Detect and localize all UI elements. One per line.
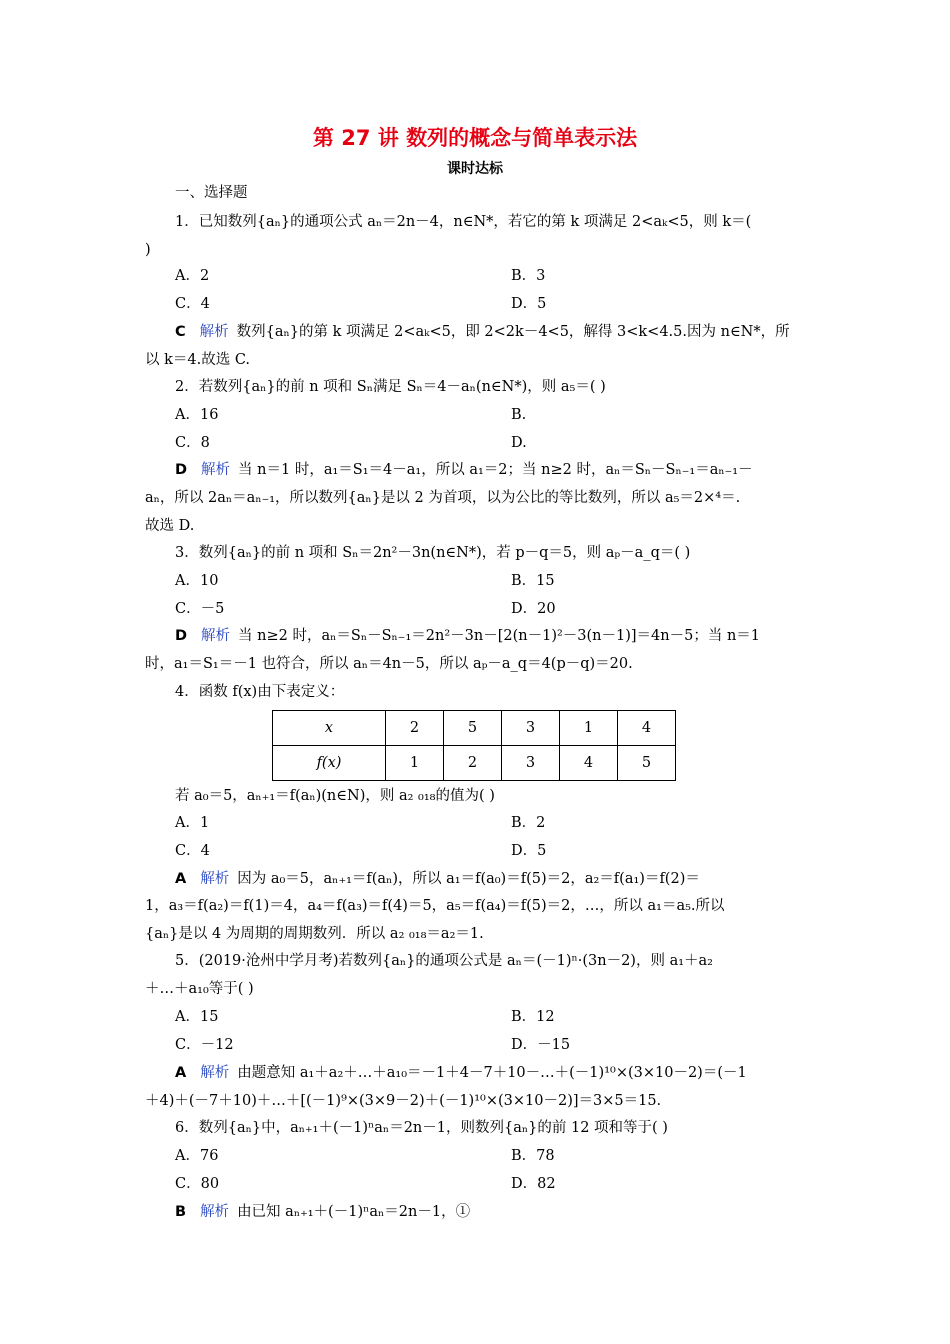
table-cell: 1 [386,746,444,781]
table-cell: 5 [618,746,676,781]
q6-answer: B [175,1204,187,1220]
q1-solution [175,322,810,342]
q2-option-b: B. [511,407,527,423]
q3-solution-cont: 时，a₁＝S₁＝－1 也符合，所以 aₙ＝4n－5，所以 aₚ－a_q＝4(p－q)＝20. [145,656,633,672]
table-cell: 3 [502,746,560,781]
q5-solution-text: 由题意知 a₁＋a₂＋…＋a₁₀＝－1＋4－7＋10－…＋(－1)¹⁰×(3×10－2)＝(－1 [237,1065,747,1081]
question-5-stem-cont: ＋…＋a₁₀等于( ) [145,981,254,997]
q2-option-c: C．8 [175,435,210,451]
q5-option-c: C．－12 [175,1037,234,1053]
q4-solution-end: {aₙ}是以 4 为周期的周期数列．所以 a₂ ₀₁₈＝a₂＝1. [145,926,484,942]
table-row [273,711,676,746]
table-row [273,746,676,781]
q5-solution [175,1063,810,1083]
q6-analysis-label: 解析 [200,1204,230,1220]
q6-solution [175,1202,810,1222]
table-cell: 4 [618,711,676,746]
table-cell: 2 [444,746,502,781]
table-header-fx: f(x) [273,746,386,781]
q3-option-d: D．20 [511,601,556,617]
q6-option-c: C．80 [175,1176,220,1192]
table-cell: 2 [386,711,444,746]
q6-option-b: B．78 [511,1148,555,1164]
question-1-stem: 1．已知数列{aₙ}的通项公式 aₙ＝2n－4，n∈N*，若它的第 k 项满足 2<aₖ<5，则 k＝( [175,214,752,230]
question-1-stem-cont: ) [145,242,151,258]
table-cell: 4 [560,746,618,781]
question-4-stem: 4．函数 f(x)由下表定义： [175,684,345,700]
q1-option-d: D．5 [511,296,547,312]
q3-option-c: C．－5 [175,601,225,617]
q3-solution [175,626,810,646]
q5-solution-cont: ＋4)＋(－7＋10)＋…＋[(－1)⁹×(3×9－2)＋(－1)¹⁰×(3×10－2)]＝3×5＝15. [145,1093,662,1109]
q3-analysis-label: 解析 [201,628,231,644]
q3-solution-text: 当 n≥2 时，aₙ＝Sₙ－Sₙ₋₁＝2n²－3n－[2(n－1)²－3(n－1)]＝4n－5；当 n＝1 [238,628,761,644]
q4-analysis-label: 解析 [200,871,230,887]
q2-option-d: D. [511,435,527,451]
q4-option-a: A．1 [175,815,210,831]
q4-solution-cont: 1，a₃＝f(a₂)＝f(1)＝4，a₄＝f(a₃)＝f(4)＝5，a₅＝f(a₄)＝f(5)＝2，…，所以 a₁＝a₅.所以 [145,898,725,914]
q2-option-a: A．16 [175,407,219,423]
q6-option-d: D．82 [511,1176,556,1192]
q3-option-a: A．10 [175,573,219,589]
page-subtitle: 课时达标 [447,161,503,177]
q4-answer: A [175,871,187,887]
q4-option-c: C．4 [175,843,210,859]
q5-option-a: A．15 [175,1009,219,1025]
question-3-stem: 3．数列{aₙ}的前 n 项和 Sₙ＝2n²－3n(n∈N*)，若 p－q＝5，则 aₚ－a_q＝( ) [175,545,691,561]
q2-solution-end: 故选 D. [145,518,195,534]
q4-solution [175,869,810,889]
table-cell: 3 [502,711,560,746]
q6-option-a: A．76 [175,1148,219,1164]
page-title: 第 27 讲 数列的概念与简单表示法 [312,126,638,150]
table-header-x: x [273,711,386,746]
q2-solution-cont: aₙ，所以 2aₙ＝aₙ₋₁，所以数列{aₙ}是以 2 为首项，以为公比的等比数列，所以 a₅＝2×⁴＝. [145,490,741,506]
q4-solution-text: 因为 a₀＝5，aₙ₊₁＝f(aₙ)，所以 a₁＝f(a₀)＝f(5)＝2，a₂＝f(a₁)＝f(2)＝ [237,871,700,887]
q5-option-b: B．12 [511,1009,555,1025]
q4-option-b: B．2 [511,815,546,831]
table-cell: 1 [560,711,618,746]
q3-answer: D [175,628,188,644]
q2-solution [175,460,810,480]
question-4-stem-cont: 若 a₀＝5，aₙ₊₁＝f(aₙ)(n∈N)，则 a₂ ₀₁₈的值为( ) [175,788,495,804]
q1-option-c: C．4 [175,296,210,312]
table-cell: 5 [444,711,502,746]
question-5-stem: 5．(2019·沧州中学月考)若数列{aₙ}的通项公式是 aₙ＝(－1)ⁿ·(3n－2)，则 a₁＋a₂ [175,953,713,969]
section-heading: 一、选择题 [175,185,248,201]
q1-answer: C [175,324,186,340]
q3-option-b: B．15 [511,573,555,589]
q2-analysis-label: 解析 [201,462,231,478]
q1-analysis-label: 解析 [199,324,229,340]
q4-option-d: D．5 [511,843,547,859]
q1-solution-text: 数列{aₙ}的第 k 项满足 2<aₖ<5，即 2<2k－4<5，解得 3<k<4.5.因为 n∈N*，所 [236,324,790,340]
function-table [272,710,676,781]
q5-answer: A [175,1065,187,1081]
q1-option-b: B．3 [511,268,546,284]
q5-analysis-label: 解析 [200,1065,230,1081]
question-2-stem: 2．若数列{aₙ}的前 n 项和 Sₙ满足 Sₙ＝4－aₙ(n∈N*)，则 a₅＝( ) [175,379,606,395]
q1-solution-cont: 以 k＝4.故选 C. [145,352,251,368]
q1-option-a: A．2 [175,268,210,284]
q2-answer: D [175,462,188,478]
q6-solution-text: 由已知 aₙ₊₁＋(－1)ⁿaₙ＝2n－1，① [237,1204,471,1220]
q5-option-d: D．－15 [511,1037,571,1053]
question-6-stem: 6．数列{aₙ}中，aₙ₊₁＋(－1)ⁿaₙ＝2n－1，则数列{aₙ}的前 12 项和等于( ) [175,1120,668,1136]
q2-solution-text: 当 n＝1 时，a₁＝S₁＝4－a₁，所以 a₁＝2；当 n≥2 时，aₙ＝Sₙ－Sₙ₋₁＝aₙ₋₁－ [238,462,753,478]
